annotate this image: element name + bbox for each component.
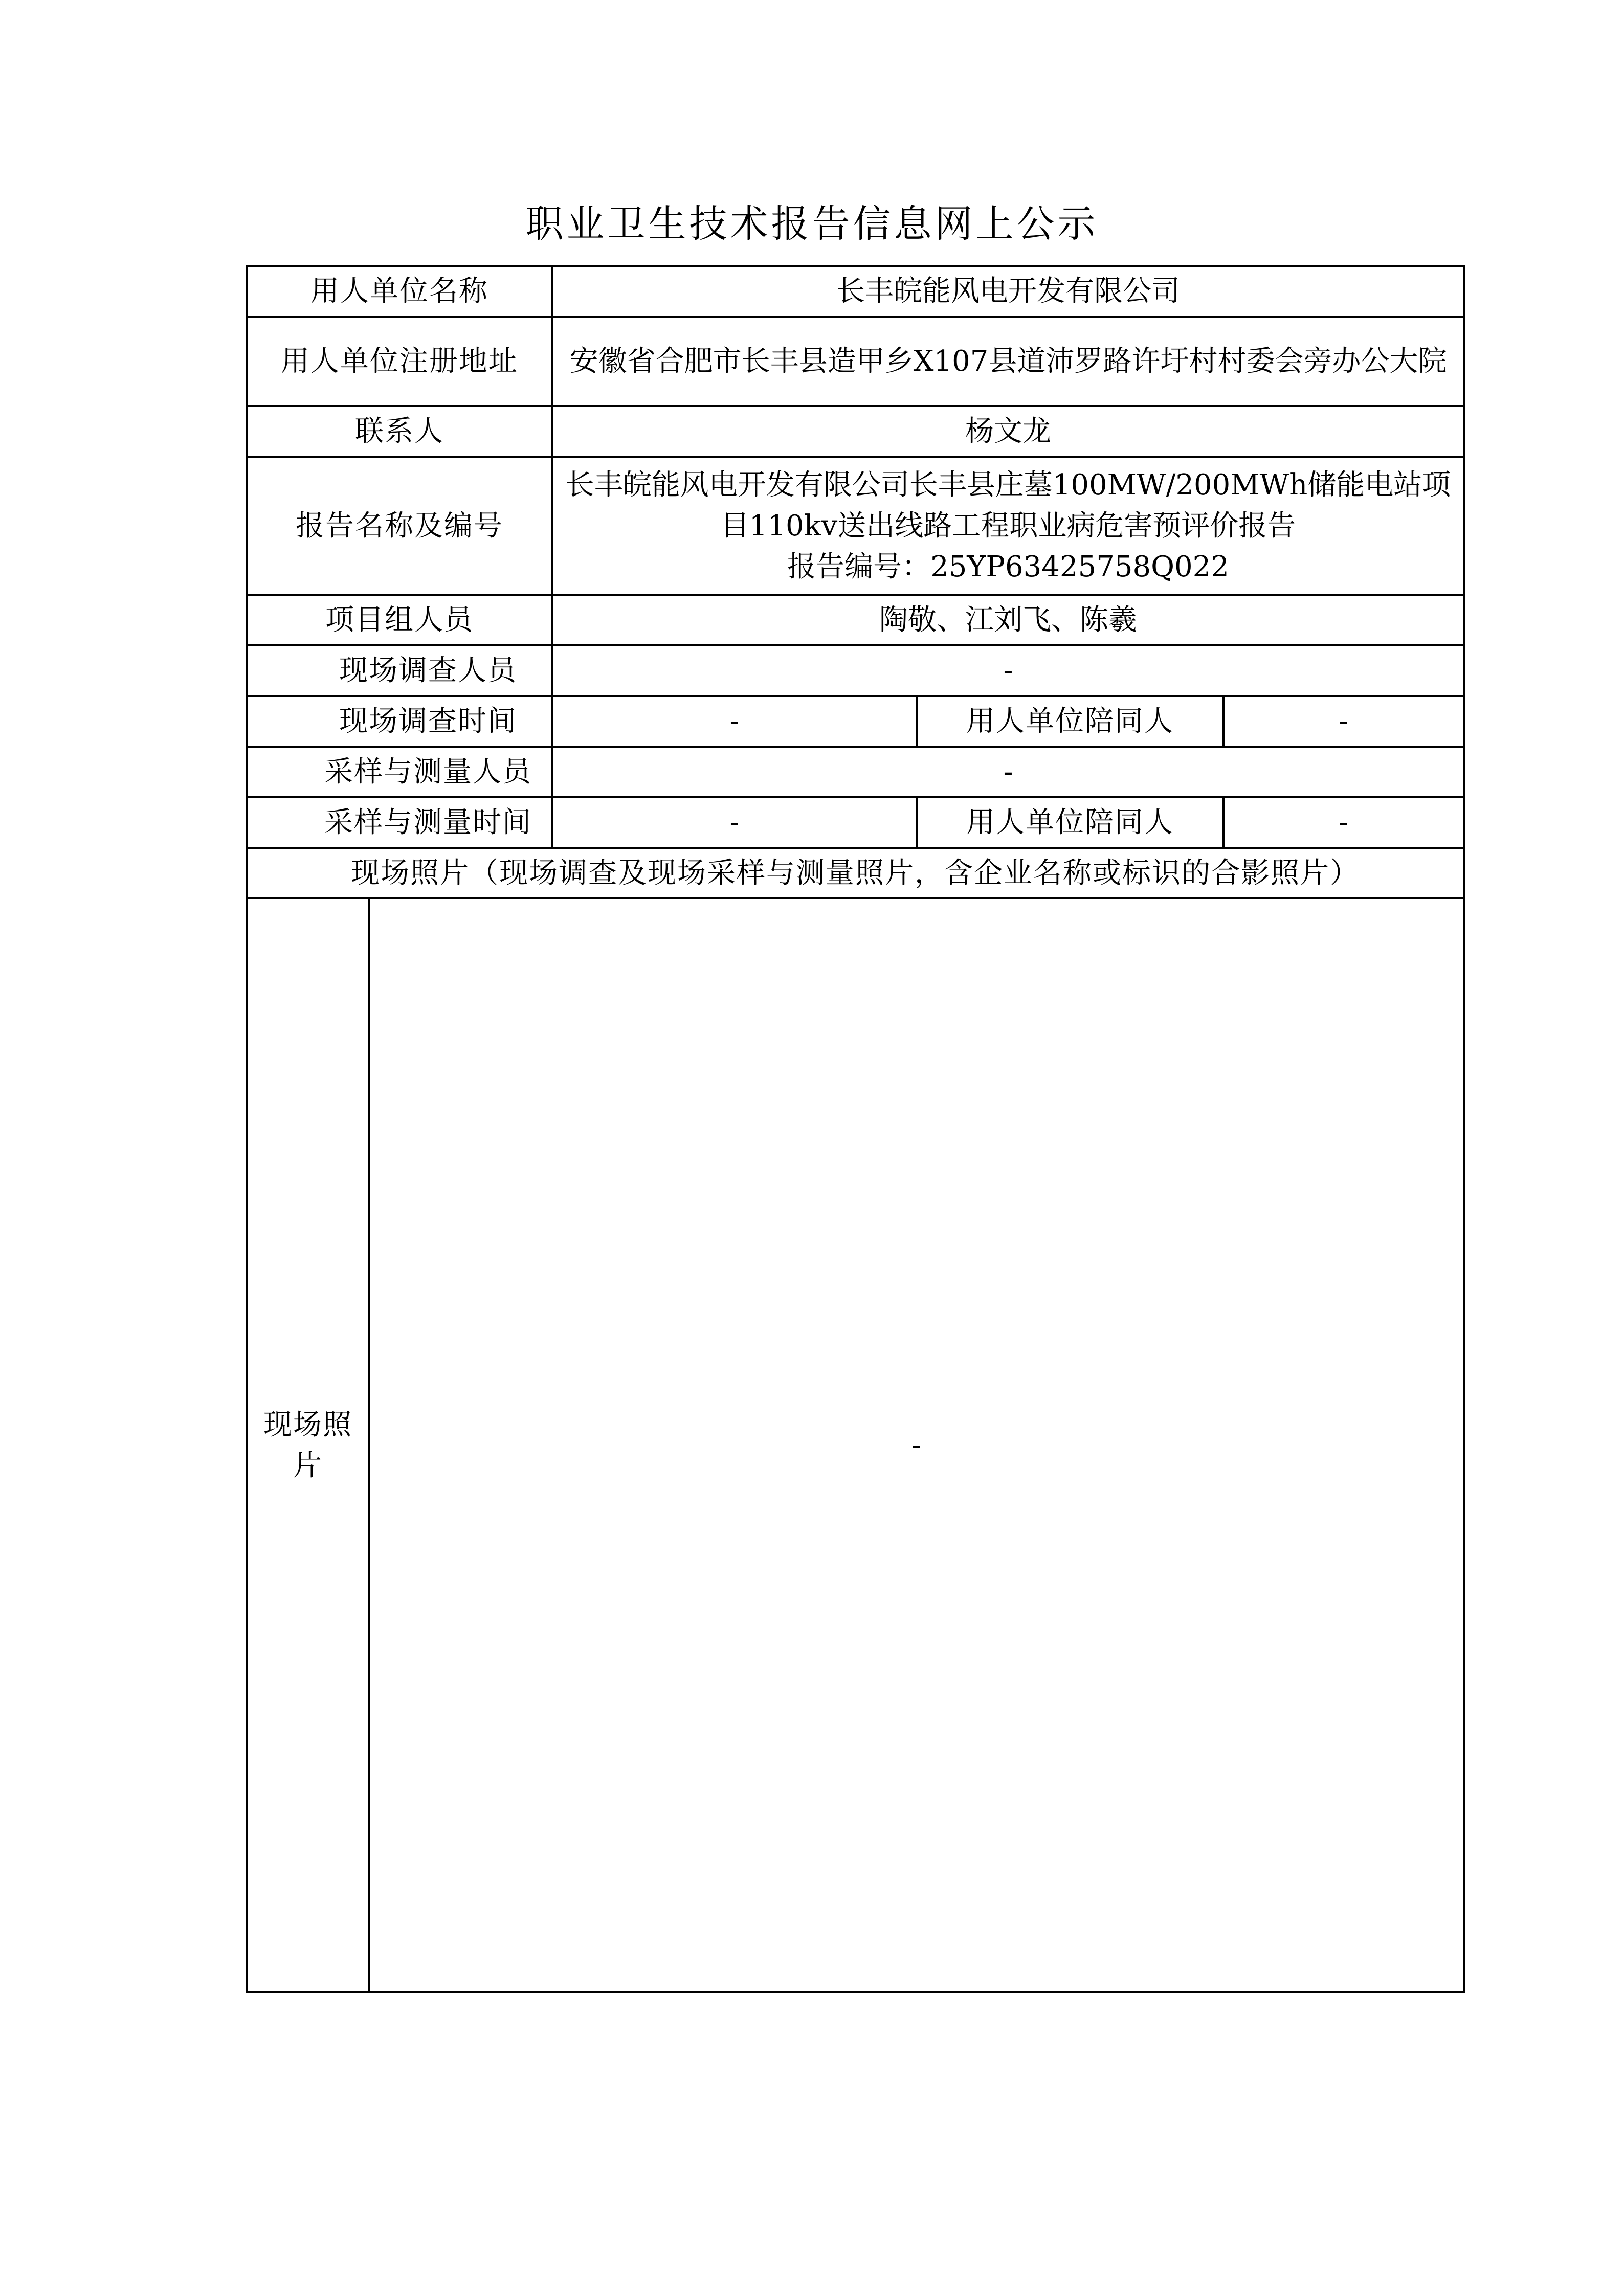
sampling-staff-value: -: [552, 747, 1464, 797]
survey-escort-label: 用人单位陪同人: [917, 696, 1223, 747]
photos-label: 现场照片: [247, 898, 369, 1992]
contact-value: 杨文龙: [552, 406, 1464, 457]
disclosure-form-table: [246, 265, 1465, 1993]
row-photos: [247, 898, 1464, 1992]
row-company-name: [247, 266, 1464, 317]
survey-time-label: 现场调查时间: [247, 696, 552, 747]
row-report: [247, 457, 1464, 595]
row-project-team: [247, 595, 1464, 645]
sampling-time-value: -: [552, 797, 917, 848]
report-label: 报告名称及编号: [247, 457, 552, 595]
project-team-label: 项目组人员: [247, 595, 552, 645]
contact-label: 联系人: [247, 406, 552, 457]
sampling-escort-label: 用人单位陪同人: [917, 797, 1223, 848]
company-address-label: 用人单位注册地址: [247, 317, 552, 406]
report-name: 长丰皖能风电开发有限公司长丰县庄墓100MW/200MWh储能电站项目110kv送出线路工程职业病危害预评价报告: [565, 468, 1451, 543]
row-survey-staff: [247, 645, 1464, 696]
row-survey-time: [247, 696, 1464, 747]
survey-time-value: -: [552, 696, 917, 747]
report-number: 报告编号：25YP63425758Q022: [787, 550, 1229, 583]
row-contact: [247, 406, 1464, 457]
report-value: [552, 457, 1464, 595]
row-photo-header: [247, 848, 1464, 898]
sampling-time-label: 采样与测量时间: [247, 797, 552, 848]
sampling-escort-value: -: [1223, 797, 1464, 848]
page-title: 职业卫生技术报告信息网上公示: [525, 202, 1099, 246]
survey-staff-value: -: [552, 645, 1464, 696]
survey-staff-label: 现场调查人员: [247, 645, 552, 696]
row-company-address: [247, 317, 1464, 406]
sampling-staff-label: 采样与测量人员: [247, 747, 552, 797]
row-sampling-time: [247, 797, 1464, 848]
company-name-label: 用人单位名称: [247, 266, 552, 317]
photos-area: -: [369, 898, 1464, 1992]
company-address-value: 安徽省合肥市长丰县造甲乡X107县道沛罗路许圩村村委会旁办公大院: [552, 317, 1464, 406]
survey-escort-value: -: [1223, 696, 1464, 747]
project-team-value: 陶敬、江刘飞、陈羲: [552, 595, 1464, 645]
row-sampling-staff: [247, 747, 1464, 797]
company-name-value: 长丰皖能风电开发有限公司: [552, 266, 1464, 317]
photo-header: 现场照片（现场调查及现场采样与测量照片，含企业名称或标识的合影照片）: [247, 848, 1464, 898]
